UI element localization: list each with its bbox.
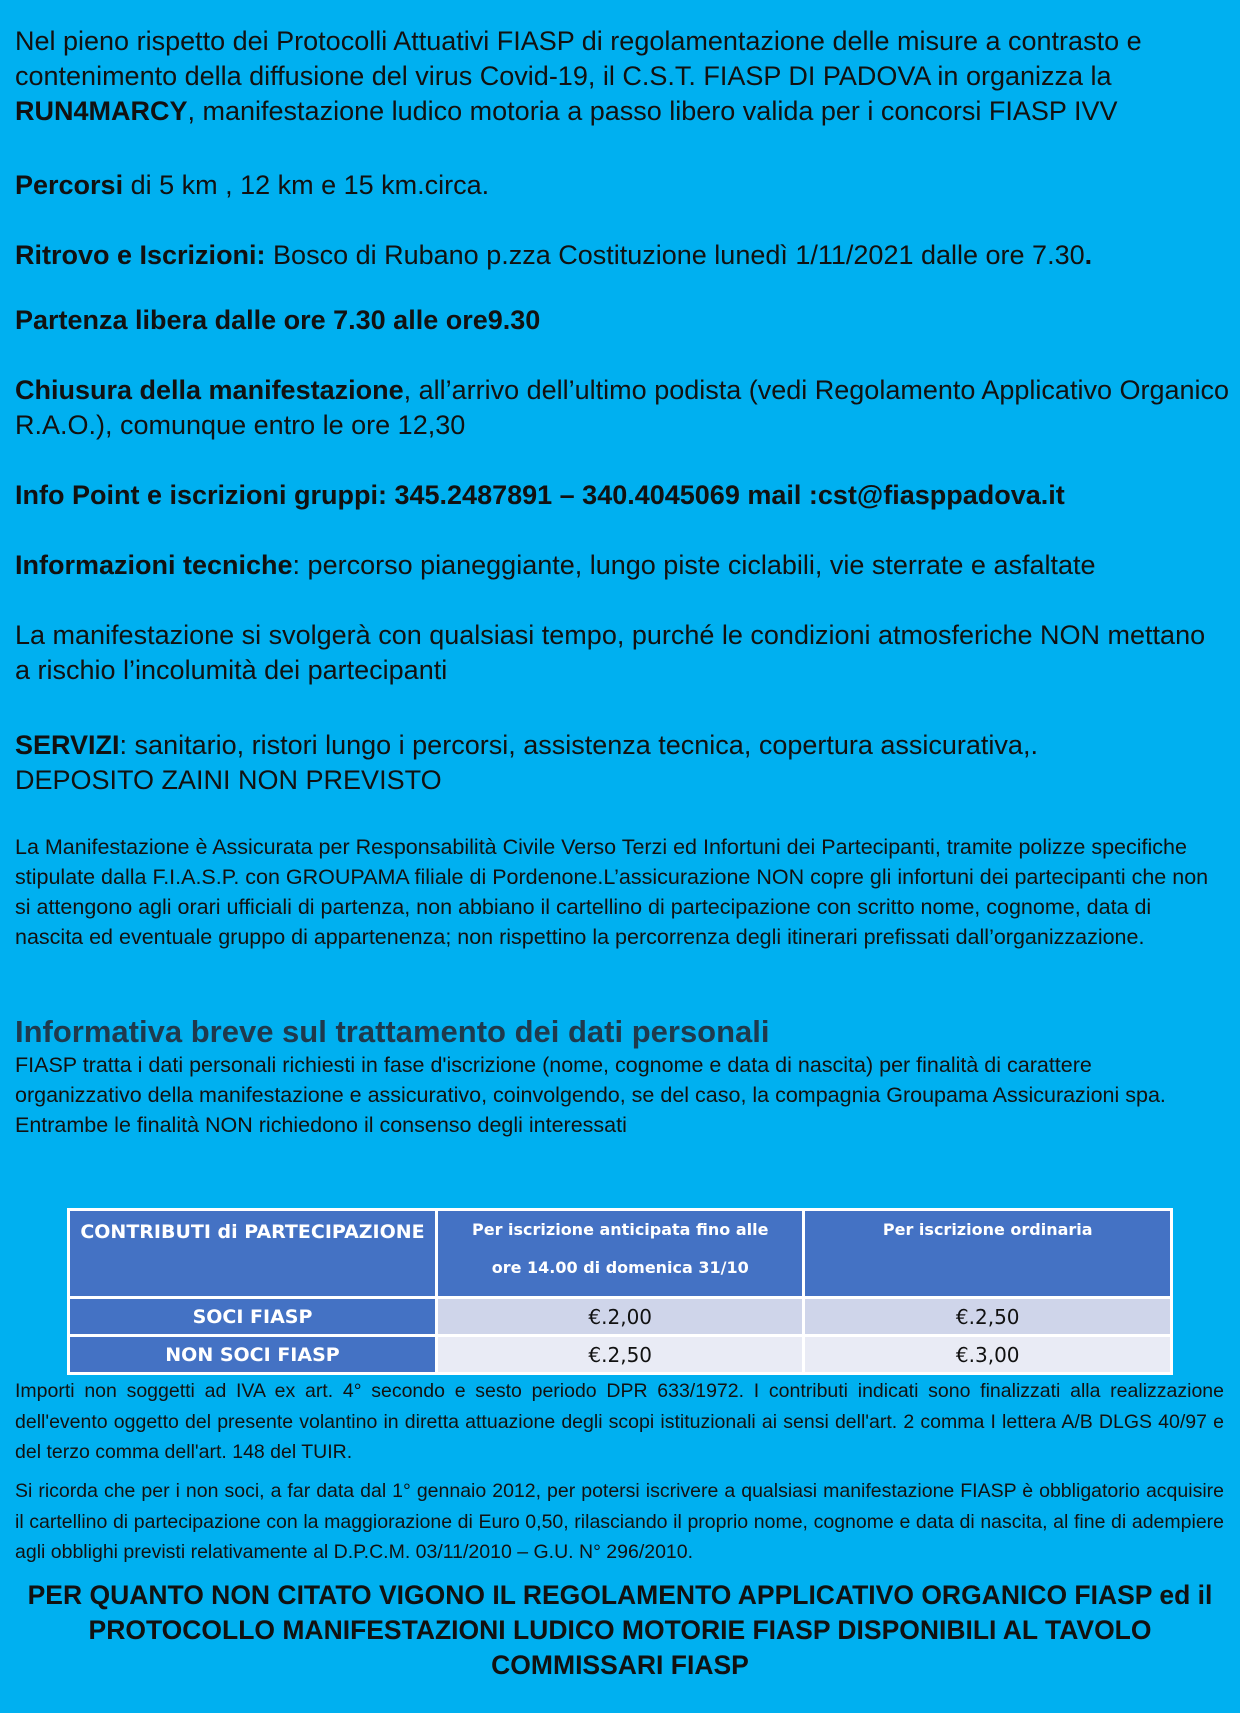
- importi-paragraph: [15, 1376, 1224, 1468]
- ritrovo-line: [15, 238, 1230, 273]
- meteo-text: La manifestazione si svolgerà con qualsiasi tempo, purché le condizioni atmosferiche NON mettano a rischio l’incolumità dei partecipanti: [15, 620, 1206, 685]
- non-soci-text: Si ricorda che per i non soci, a far data dal 1° gennaio 2012, per potersi iscrivere a qualsiasi manifestazione FIASP è obbligatorio acquisire il cartellino di partecipazione con la maggiorazione di Euro 0,50, rilasciando il proprio nome, cognome e data di nascita, al fine di adempiere agli obblighi previsti relativamente al D.P.C.M. 03/11/2010 – G.U. N° 296/2010.: [15, 1480, 1224, 1563]
- ritrovo-text: Bosco di Rubano p.zza Costituzione lunedì 1/11/2021 dalle ore 7.30: [265, 240, 1085, 270]
- intro-text-end: , manifestazione ludico motoria a passo libero valida per i concorsi FIASP IVV: [187, 96, 1118, 126]
- importi-text: Importi non soggetti ad IVA ex art. 4° secondo e sesto periodo DPR 633/1972. I contributi indicati sono finalizzati alla realizzazione dell'evento oggetto del presente volantino in diretta attuazione degli scopi istituzionali ai sensi dell'art. 2 comma I lettera A/B DLGS 40/97 e del terzo comma dell'art. 148 del TUIR.: [15, 1380, 1224, 1463]
- intro-text: Nel pieno rispetto dei Protocolli Attuativi FIASP di regolamentazione delle misure a contrasto e contenimento della diffusione del virus Covid-19, il C.S.T. FIASP DI PADOVA in organizza la: [15, 26, 1142, 91]
- table-header-row: [69, 1210, 1172, 1298]
- table-row: [69, 1298, 1172, 1336]
- privacy-title: Informativa breve sul trattamento dei dati personali: [15, 1014, 770, 1049]
- info-point-line: [15, 478, 1230, 513]
- servizi-deposito: DEPOSITO ZAINI NON PREVISTO: [15, 765, 442, 795]
- partenza-line: [15, 303, 1230, 338]
- cell-anticipata: €.2,00: [436, 1298, 804, 1336]
- chiusura-text: , all’arrivo dell’ultimo podista (vedi Regolamento Applicativo Organico R.A.O.), comunque entro le ore 12,30: [15, 375, 1230, 440]
- intro-paragraph: [15, 24, 1230, 129]
- row-label: SOCI FIASP: [69, 1298, 437, 1336]
- tecniche-label: Informazioni tecniche: [15, 550, 293, 580]
- servizi-label: SERVIZI: [15, 730, 120, 760]
- non-soci-paragraph: [15, 1476, 1224, 1568]
- partenza-text: Partenza libera dalle ore 7.30 alle ore9.30: [15, 305, 541, 335]
- privacy-section: [15, 1014, 1230, 1140]
- tecniche-text: : percorso pianeggiante, lungo piste ciclabili, vie sterrate e asfaltate: [292, 550, 1096, 580]
- cell-ordinaria: €.2,50: [804, 1298, 1172, 1336]
- tecniche-line: [15, 548, 1230, 583]
- meteo-paragraph: [15, 618, 1215, 688]
- percorsi-line: [15, 168, 1230, 203]
- event-name: RUN4MARCY: [15, 96, 188, 126]
- cell-anticipata: €.2,50: [436, 1336, 804, 1374]
- header-anticipata-line2: ore 14.00 di domenica 31/10: [491, 1258, 749, 1277]
- assicurazione-text: La Manifestazione è Assicurata per Responsabilità Civile Verso Terzi ed Infortuni dei Partecipanti, tramite polizze specifiche stipulate dalla F.I.A.S.P. con GROUPAMA filiale di Pordenone.L’assicurazione NON copre gli infortuni dei partecipanti che non si attengono agli orari ufficiali di partenza, non abbiano il cartellino di partecipazione con scritto nome, cognome, data di nascita ed eventuale gruppo di appartenenza; non rispettino la percorrenza degli itinerari prefissati dall’organizzazione.: [15, 835, 1209, 949]
- header-contributi: CONTRIBUTI di PARTECIPAZIONE: [69, 1210, 437, 1298]
- cell-ordinaria: €.3,00: [804, 1336, 1172, 1374]
- chiusura-label: Chiusura della manifestazione: [15, 375, 404, 405]
- ritrovo-end: .: [1084, 240, 1093, 270]
- table-row: [69, 1336, 1172, 1374]
- servizi-text: : sanitario, ristori lungo i percorsi, assistenza tecnica, copertura assicurativa,.: [119, 730, 1038, 760]
- header-anticipata: [436, 1210, 804, 1298]
- assicurazione-paragraph: [15, 832, 1225, 952]
- header-ordinaria: Per iscrizione ordinaria: [804, 1210, 1172, 1298]
- ritrovo-label: Ritrovo e Iscrizioni:: [15, 240, 266, 270]
- row-label: NON SOCI FIASP: [69, 1336, 437, 1374]
- info-point-text: Info Point e iscrizioni gruppi: 345.2487891 – 340.4045069 mail :cst@fiasppadova.it: [15, 480, 1065, 510]
- servizi-paragraph: [15, 728, 1230, 798]
- header-anticipata-line1: Per iscrizione anticipata fino alle: [471, 1220, 769, 1239]
- chiusura-paragraph: [15, 373, 1230, 443]
- privacy-text: FIASP tratta i dati personali richiesti in fase d'iscrizione (nome, cognome e data di nascita) per finalità di carattere organizzativo della manifestazione e assicurativo, coinvolgendo, se del caso, la compagnia Groupama Assicurazioni spa. Entrambe le finalità NON richiedono il consenso degli interessati: [15, 1053, 1166, 1137]
- contributi-table: [67, 1208, 1173, 1375]
- closing-notice: PER QUANTO NON CITATO VIGONO IL REGOLAMENTO APPLICATIVO ORGANICO FIASP ed il PROTOCOLLO MANIFESTAZIONI LUDICO MOTORIE FIASP DISPONIBILI AL TAVOLO COMMISSARI FIASP: [27, 1580, 1213, 1680]
- percorsi-text: di 5 km , 12 km e 15 km.circa.: [123, 170, 490, 200]
- percorsi-label: Percorsi: [15, 170, 124, 200]
